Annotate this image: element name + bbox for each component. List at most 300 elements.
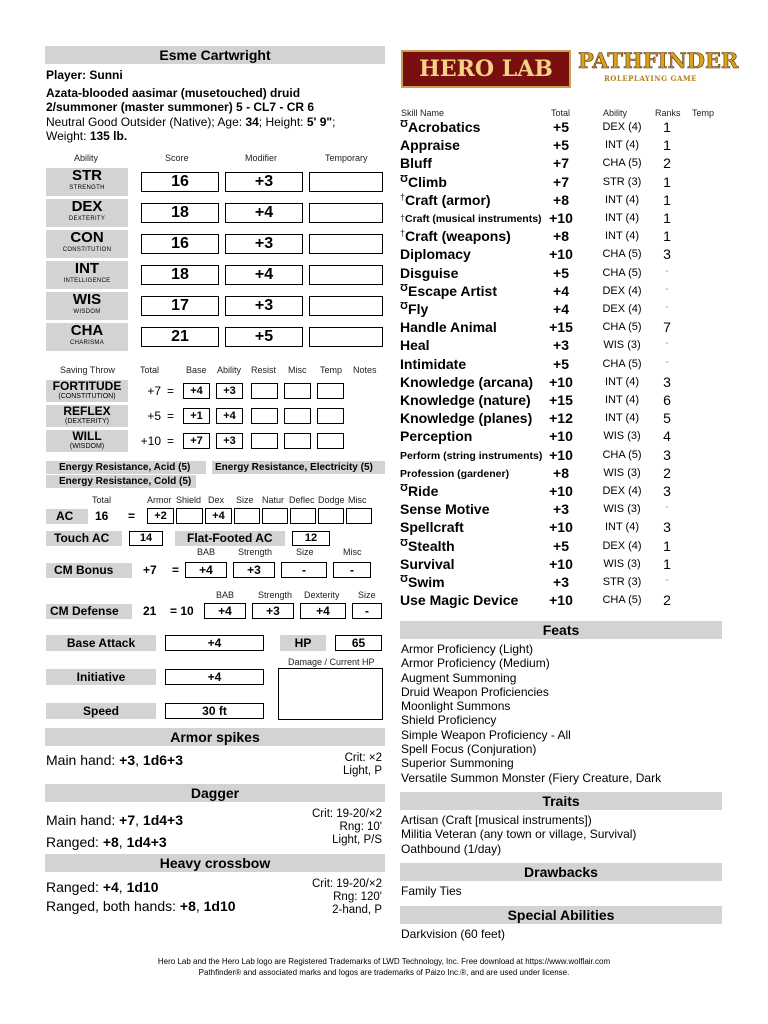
skill-name-text: Heal <box>400 337 430 354</box>
ac-dodge-header: Dodge <box>318 495 345 505</box>
ability-temporary-box[interactable] <box>309 203 383 223</box>
ac-misc-box <box>346 508 372 524</box>
skill-ability: INT (4) <box>604 212 640 224</box>
skill-name-text: Use Magic Device <box>400 592 519 609</box>
ability-label-wis <box>46 292 128 320</box>
resist-acid: Energy Resistance, Acid (5) <box>46 461 206 474</box>
skill-ability: CHA (5) <box>602 248 642 261</box>
skill-row <box>400 483 730 501</box>
skill-total: +5 <box>553 137 569 154</box>
skill-row <box>400 392 730 410</box>
feats-item: Versatile Summon Monster (Fiery Creature, Dark <box>401 770 662 785</box>
hp-box: 65 <box>335 635 382 651</box>
attack-label: Ranged, both hands: <box>46 898 180 914</box>
traits-title: Traits <box>400 792 722 810</box>
skill-ability: CHA (5) <box>602 448 642 461</box>
cmd-label: CM Defense <box>46 604 132 619</box>
feats-item: Augment Summoning <box>401 670 517 685</box>
traits-item: Artisan (Craft [musical instruments]) <box>401 813 592 827</box>
ac-shield-box <box>176 508 203 524</box>
ability-temporary-box[interactable] <box>309 327 383 347</box>
save-ability-name: (WISDOM) <box>69 443 105 450</box>
save-ability-box: +4 <box>216 408 243 424</box>
footer-line1: Hero Lab and the Hero Lab logo are Registered Trademarks of LWD Technology, Inc. Free download at https://www.wolflair.com <box>157 957 611 966</box>
crossbow-attacks <box>46 878 236 916</box>
skill-name-text: Knowledge (nature) <box>400 392 531 408</box>
skill-name-text: Acrobatics <box>408 119 481 135</box>
weapon-armor-spikes-title: Armor spikes <box>45 728 385 746</box>
skill-ranks: 4 <box>663 428 671 445</box>
armor-spikes-meta <box>280 752 382 778</box>
skill-name-text: Survival <box>400 555 455 572</box>
skill-ability: INT (4) <box>604 394 640 406</box>
skill-name-text: Perform (string instruments) <box>400 449 543 462</box>
skill-total: +7 <box>553 155 569 172</box>
separator: , <box>135 752 143 768</box>
skill-row <box>400 410 730 428</box>
skill-ability: INT (4) <box>604 375 640 388</box>
ability-score-box: 18 <box>141 265 219 285</box>
skill-ranks: 3 <box>663 483 671 499</box>
skill-total: +3 <box>553 574 569 590</box>
ac-size-box <box>234 508 260 524</box>
skill-name-text: Disguise <box>400 264 459 281</box>
damage-current-hp-header: Damage / Current HP <box>288 657 375 667</box>
feats-item: Shield Proficiency <box>401 713 497 728</box>
ability-modifier-box: +4 <box>225 265 303 285</box>
save-misc-header: Misc <box>288 365 307 375</box>
damage: 1d4+3 <box>142 812 184 828</box>
skill-total: +10 <box>549 446 573 463</box>
save-total: +5 <box>147 409 161 423</box>
feats-item: Superior Summoning <box>401 756 514 771</box>
crossbow-both-hands <box>46 897 236 916</box>
skill-name-text: Perception <box>400 428 473 445</box>
skill-ability: INT (4) <box>604 193 640 206</box>
ability-temporary-box[interactable] <box>309 265 383 285</box>
ability-full-name: CHARISMA <box>69 340 105 346</box>
ac-equals: = <box>128 509 136 523</box>
player-name: Player: Sunni <box>46 68 123 82</box>
cmb-misc-box: - <box>333 562 371 578</box>
save-resist-box[interactable] <box>251 433 278 449</box>
base-attack-label: Base Attack <box>46 635 156 651</box>
cmb-bab-box: +4 <box>185 562 227 578</box>
ac-dex-header: Dex <box>208 495 225 505</box>
skill-name-text: Bluff <box>400 155 432 172</box>
skill-row <box>400 337 730 355</box>
save-resist-box[interactable] <box>251 383 278 399</box>
weight-label: Weight: <box>46 129 90 143</box>
skill-total: +8 <box>553 228 569 245</box>
skill-total: +5 <box>553 355 569 372</box>
skill-ability: CHA (5) <box>602 266 642 279</box>
ability-label-int <box>46 261 128 289</box>
skill-total: +4 <box>553 282 569 299</box>
ability-temporary-box[interactable] <box>309 172 383 192</box>
weapon-type: 2-hand, P <box>332 904 382 916</box>
skill-ability: CHA (5) <box>602 157 642 170</box>
ac-misc-header: Misc <box>348 495 367 505</box>
save-total: +10 <box>140 434 161 448</box>
save-misc-box[interactable] <box>284 433 311 449</box>
skill-ability: DEX (4) <box>602 121 642 133</box>
save-resist-header: Resist <box>251 365 277 375</box>
footer-line2: Pathfinder® and associated marks and logos are trademarks of Paizo Inc.®, and are used under license. <box>198 968 570 977</box>
skill-total: +3 <box>553 337 569 354</box>
feats-item: Moonlight Summons <box>401 699 511 714</box>
ability-full-name: CONSTITUTION <box>62 247 112 253</box>
ac-armor-header: Armor <box>147 495 172 505</box>
height-sep: ; <box>332 115 336 129</box>
hero-lab-logo: HERO LAB <box>401 50 571 88</box>
skill-ranks: 1 <box>663 555 671 572</box>
cmd-base: = 10 <box>170 604 194 618</box>
skill-total-header: Total <box>551 108 571 118</box>
dagger-ranged <box>46 831 183 853</box>
skill-ranks: 5 <box>663 410 671 427</box>
skill-name <box>400 283 497 299</box>
skill-row <box>400 192 730 210</box>
save-misc-box[interactable] <box>284 383 311 399</box>
ability-full-name: DEXTERITY <box>68 216 106 222</box>
untrained-skill-icon: Ʊ <box>400 301 409 312</box>
skill-name-text: Handle Animal <box>400 319 497 336</box>
weapon-crossbow-title: Heavy crossbow <box>45 854 385 872</box>
feats-item: Spell Focus (Conjuration) <box>401 742 537 757</box>
skill-row <box>400 283 730 301</box>
skill-name-text: Profession (gardener) <box>400 467 510 480</box>
drawbacks-title: Drawbacks <box>400 863 722 881</box>
ability-label-cha <box>46 323 128 351</box>
skill-total: +5 <box>553 264 569 281</box>
skill-name-text: Sense Motive <box>400 501 490 518</box>
save-misc-box[interactable] <box>284 408 311 424</box>
skill-name-text: Knowledge (planes) <box>400 410 533 427</box>
skill-name <box>400 392 531 408</box>
skill-name <box>400 519 464 535</box>
ability-abbr: CHA <box>70 322 104 339</box>
skill-total: +10 <box>549 246 573 263</box>
cmd-bab-box: +4 <box>204 603 246 619</box>
skill-ranks: 3 <box>663 373 671 390</box>
feats-item: Simple Weapon Proficiency - All <box>401 727 571 742</box>
skill-total: +5 <box>553 537 569 554</box>
base-attack-box: +4 <box>165 635 264 651</box>
skill-name <box>400 155 432 171</box>
skill-row <box>400 210 730 228</box>
weapon-type: Light, P/S <box>332 834 382 846</box>
skill-ability: DEX (4) <box>602 485 642 497</box>
race-class-line1: Azata-blooded aasimar (musetouched) druid <box>46 86 301 100</box>
skill-name <box>400 410 532 426</box>
speed-box: 30 ft <box>165 703 264 719</box>
cmd-total: 21 <box>143 604 157 618</box>
skill-ability: WIS (3) <box>603 466 641 479</box>
modifier-header: Modifier <box>245 153 278 163</box>
ac-total-header: Total <box>92 495 112 505</box>
untrained-skill-icon: Ʊ <box>400 173 409 185</box>
age: 34 <box>245 115 259 129</box>
skill-row <box>400 538 730 556</box>
ability-label-str <box>46 168 128 196</box>
skill-name <box>400 556 454 572</box>
skill-name-text: Fly <box>408 301 429 317</box>
skill-ability: CHA (5) <box>602 594 642 607</box>
skill-total: +5 <box>553 119 569 135</box>
skill-total: +10 <box>549 210 573 226</box>
skill-name <box>400 174 447 190</box>
skill-ranks: 1 <box>663 537 671 554</box>
drawbacks-list <box>401 884 723 898</box>
ac-natur-box <box>262 508 288 524</box>
save-equals: = <box>167 409 175 423</box>
separator: , <box>118 879 127 895</box>
traits-item: Militia Veteran (any town or village, Survival) <box>401 827 637 842</box>
ac-armor-box: +2 <box>147 508 174 524</box>
weapon-type: Light, P <box>343 765 382 777</box>
cmb-bab-header: BAB <box>197 547 216 557</box>
skill-name <box>400 374 533 390</box>
skill-ranks: 3 <box>663 446 671 463</box>
attack-bonus: +4 <box>102 879 119 895</box>
save-resist-box[interactable] <box>251 408 278 424</box>
hp-label: HP <box>280 635 326 651</box>
attack-label: Ranged: <box>46 879 103 895</box>
separator: , <box>195 898 204 914</box>
skill-ability: CHA (5) <box>602 321 642 334</box>
skill-name <box>400 428 472 444</box>
skill-ranks: 7 <box>663 319 671 336</box>
ac-label: AC <box>46 509 88 524</box>
save-name: WILL <box>72 429 102 443</box>
drawbacks-item: Family Ties <box>401 884 462 898</box>
ac-deflec-header: Deflec <box>289 495 315 505</box>
damage: 1d10 <box>203 898 236 914</box>
skill-name-text: Spellcraft <box>400 519 464 536</box>
save-ability-name: (DEXTERITY) <box>65 418 109 425</box>
skill-name-text: Knowledge (arcana) <box>400 373 534 390</box>
ability-temporary-box[interactable] <box>309 296 383 316</box>
skill-total: +12 <box>549 410 573 427</box>
height: 5' 9" <box>306 115 333 129</box>
skill-name-text: Ride <box>408 483 439 499</box>
attack-bonus: +7 <box>119 812 136 828</box>
special-item: Darkvision (60 feet) <box>401 927 506 941</box>
dagger-attacks <box>46 809 183 853</box>
skill-ability: CHA (5) <box>602 357 642 370</box>
ac-dodge-box <box>318 508 344 524</box>
ac-shield-header: Shield <box>176 495 202 505</box>
skill-name <box>400 119 480 135</box>
skill-row <box>400 319 730 337</box>
ac-dex-box: +4 <box>205 508 232 524</box>
skill-ranks: 1 <box>663 137 671 154</box>
save-name: REFLEX <box>63 404 111 418</box>
save-label-will <box>46 430 128 452</box>
footer <box>0 956 768 978</box>
skill-total: +10 <box>549 519 573 536</box>
skill-name <box>400 319 497 335</box>
touch-ac-label: Touch AC <box>46 531 122 546</box>
skill-row <box>400 519 730 537</box>
race-class <box>46 86 314 114</box>
special-abilities-title: Special Abilities <box>400 906 722 924</box>
skill-total: +15 <box>549 319 573 336</box>
save-label-reflex <box>46 405 128 427</box>
skill-ranks: - <box>665 282 669 295</box>
save-ability-box: +3 <box>216 433 243 449</box>
range: Rng: 10' <box>339 821 382 833</box>
skill-name <box>400 468 509 480</box>
skill-ability: WIS (3) <box>603 430 641 443</box>
skill-ranks: 6 <box>663 392 671 408</box>
save-base-box: +1 <box>183 408 210 424</box>
attack-bonus: +3 <box>119 752 136 768</box>
save-temp-header: Temp <box>320 365 343 375</box>
attack-label: Main hand: <box>46 812 120 828</box>
feats-list <box>401 642 723 785</box>
skill-total: +10 <box>549 555 573 572</box>
ability-score-box: 16 <box>141 172 219 192</box>
save-base-box: +7 <box>183 433 210 449</box>
save-temp-box[interactable] <box>317 408 344 424</box>
flat-ac-label: Flat-Footed AC <box>175 531 285 546</box>
initiative-box: +4 <box>165 669 264 685</box>
attack-label: Ranged: <box>46 834 103 850</box>
skill-row <box>400 465 730 483</box>
ability-abbr: INT <box>74 260 100 277</box>
skill-name-text: Craft (weapons) <box>405 228 511 245</box>
cmd-dexterity-box: +4 <box>300 603 346 619</box>
cmd-strength-header: Strength <box>258 590 293 600</box>
skill-row <box>400 574 730 592</box>
ability-abbr: STR <box>72 167 102 184</box>
skill-name <box>400 265 458 281</box>
skill-total: +7 <box>553 173 569 190</box>
skill-ranks: 2 <box>663 155 671 172</box>
trained-only-skill-icon: † <box>400 228 406 239</box>
ability-label-con <box>46 230 128 258</box>
skill-ability: WIS (3) <box>603 339 641 352</box>
skill-ability-header: Ability <box>603 108 628 118</box>
skill-total: +8 <box>553 191 569 208</box>
cmd-strength-box: +3 <box>252 603 294 619</box>
skill-ranks: 1 <box>663 191 671 208</box>
range: Rng: 120' <box>333 891 382 903</box>
resist-electricity: Energy Resistance, Electricity (5) <box>212 461 385 474</box>
skill-total: +10 <box>549 373 573 390</box>
skill-total: +10 <box>549 428 573 445</box>
skill-ranks: - <box>665 355 669 368</box>
skill-ranks: 2 <box>663 464 671 481</box>
skill-row <box>400 301 730 319</box>
score-header: Score <box>165 153 189 163</box>
ability-modifier-box: +3 <box>225 234 303 254</box>
ability-score-box: 18 <box>141 203 219 223</box>
ability-temporary-box[interactable] <box>309 234 383 254</box>
ability-score-box: 16 <box>141 234 219 254</box>
ability-header: Ability <box>74 153 99 163</box>
traits-item: Oathbound (1/day) <box>401 841 502 856</box>
skill-ranks: - <box>665 264 669 277</box>
skill-ability: STR (3) <box>602 576 642 588</box>
ac-natur-header: Natur <box>262 495 285 505</box>
cmb-strength-header: Strength <box>238 547 273 557</box>
ability-abbr: DEX <box>71 198 103 215</box>
skill-ranks: - <box>665 337 669 350</box>
skill-name <box>400 501 489 517</box>
attack-label: Main hand: <box>46 752 120 768</box>
damage-current-hp-box[interactable] <box>278 668 383 720</box>
skill-name-text: Escape Artist <box>408 282 497 299</box>
save-label-fortitude <box>46 380 128 402</box>
save-temp-box[interactable] <box>317 433 344 449</box>
untrained-skill-icon: Ʊ <box>400 537 409 549</box>
skill-name <box>400 213 542 225</box>
skill-total: +4 <box>553 301 569 317</box>
ac-total: 16 <box>95 509 109 523</box>
height-label: ; Height: <box>258 115 307 129</box>
pathfinder-logo <box>578 48 739 88</box>
skill-ability: INT (4) <box>604 521 640 534</box>
feats-item: Druid Weapon Proficiencies <box>401 684 549 699</box>
cmb-total: +7 <box>143 563 157 577</box>
feats-title: Feats <box>400 621 722 639</box>
cmb-misc-header: Misc <box>343 547 362 557</box>
damage: 1d6+3 <box>142 752 184 768</box>
skill-ability: DEX (4) <box>602 539 642 552</box>
skill-total: +15 <box>549 392 573 408</box>
skill-name <box>400 192 491 208</box>
skill-ability: WIS (3) <box>603 557 641 570</box>
resist-cold: Energy Resistance, Cold (5) <box>46 475 196 488</box>
skill-row <box>400 137 730 155</box>
skill-name-text: Craft (armor) <box>405 191 491 208</box>
skill-ability: INT (4) <box>604 412 640 425</box>
ability-abbr: CON <box>70 229 104 246</box>
save-temp-box[interactable] <box>317 383 344 399</box>
skill-name <box>400 483 438 499</box>
ability-score-box: 17 <box>141 296 219 316</box>
ability-full-name: STRENGTH <box>69 185 105 191</box>
ability-score-box: 21 <box>141 327 219 347</box>
untrained-skill-icon: Ʊ <box>400 119 409 130</box>
temporary-header: Temporary <box>325 153 368 163</box>
skill-ability: STR (3) <box>602 175 642 188</box>
skill-row <box>400 119 730 137</box>
skill-row <box>400 174 730 192</box>
damage: 1d10 <box>126 879 159 895</box>
skill-row <box>400 265 730 283</box>
pathfinder-logo-title: PATHFINDER <box>578 48 739 73</box>
cmd-size-box: - <box>352 603 382 619</box>
save-total: +7 <box>147 384 161 398</box>
skill-name <box>400 301 428 317</box>
armor-spikes-main-hand <box>46 752 183 768</box>
crossbow-ranged <box>46 878 236 897</box>
skill-row <box>400 356 730 374</box>
skill-ranks: - <box>665 574 669 586</box>
character-name: Esme Cartwright <box>45 46 385 64</box>
skill-ranks: 3 <box>663 519 671 536</box>
skill-temp-header: Temp <box>692 108 715 118</box>
skill-name-text: Swim <box>408 574 445 590</box>
skill-ranks: - <box>665 501 669 514</box>
skill-row <box>400 374 730 392</box>
ability-abbr: WIS <box>72 291 102 308</box>
cmd-bab-header: BAB <box>216 590 235 600</box>
